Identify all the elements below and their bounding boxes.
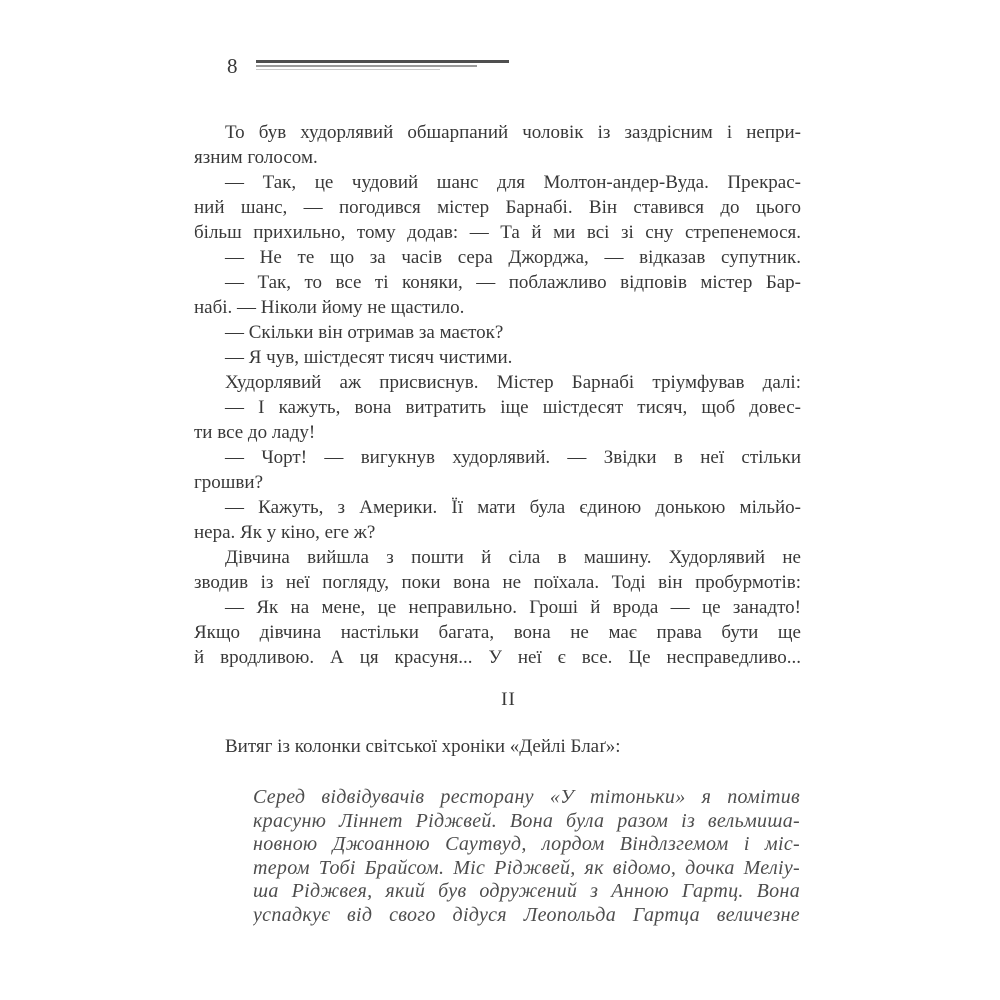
text-line: Якщо дівчина настільки багата, вона не має права бути ще <box>194 622 801 643</box>
text-line: — Так, то все ті коняки, — поблажливо відповів містер Бар- <box>225 272 801 293</box>
header-rule-ornament <box>256 60 516 74</box>
header-rule-line-dark <box>256 60 509 63</box>
text-line: То був худорлявий обшарпаний чоловік із заздрісним і непри- <box>225 122 801 143</box>
text-line: нера. Як у кіно, еге ж? <box>194 522 376 543</box>
text-line: грошви? <box>194 472 263 493</box>
text-line: — Чорт! — вигукнув худорлявий. — Звідки в неї стільки <box>225 447 801 468</box>
text-line: набі. — Ніколи йому не щастило. <box>194 297 465 318</box>
section-heading: II <box>501 689 516 710</box>
text-line: — Як на мене, це неправильно. Гроші й врода — це занадто! <box>225 597 801 618</box>
text-line: Дівчина вийшла з пошти й сіла в машину. Худорлявий не <box>225 547 801 568</box>
text-line: — Я чув, шістдесят тисяч чистими. <box>225 347 513 368</box>
excerpt-line: тером Тобі Брайсом. Міс Ріджвей, як відомо, дочка Меліу- <box>253 856 800 879</box>
excerpt-line: новною Джоанною Саутвуд, лордом Віндлзгемом і міс- <box>253 833 800 855</box>
text-line: — Не те що за часів сера Джорджа, — відказав супутник. <box>225 247 801 268</box>
page-number: 8 <box>227 54 238 78</box>
header-rule-line-mid <box>256 65 477 67</box>
text-line: — Кажуть, з Америки. Її мати була єдиною донькою мільйо- <box>225 497 801 518</box>
text-line: зводив із неї погляду, поки вона не поїхала. Тоді він пробурмотів: <box>194 572 801 593</box>
text-line: — Так, це чудовий шанс для Молтон-андер-Вуда. Прекрас- <box>225 172 801 193</box>
text-line: — І кажуть, вона витратить іще шістдесят тисяч, щоб довес- <box>225 397 801 418</box>
text-line: більш прихильно, тому додав: — Та й ми всі зі сну стрепенемося. <box>194 222 801 243</box>
text-line: й вродливою. А ця красуня... У неї є все. Це несправедливо... <box>194 647 801 668</box>
text-line: язним голосом. <box>194 147 318 168</box>
excerpt-line: ша Ріджвея, який був одружений з Анною Гартц. Вона <box>253 880 800 902</box>
chronicle-intro-line: Витяг із колонки світської хроніки «Дейлі Блаґ»: <box>225 736 621 757</box>
society-column-excerpt <box>253 786 800 927</box>
text-line: ти все до ладу! <box>194 422 316 443</box>
excerpt-line: успадкує від свого дідуся Леопольда Гартца величезне <box>253 903 800 926</box>
header-rule-line-light <box>256 69 440 71</box>
text-line: Худорлявий аж присвиснув. Містер Барнабі тріумфував далі: <box>225 372 801 393</box>
text-line: — Скільки він отримав за маєток? <box>225 322 504 343</box>
text-line: ний шанс, — погодився містер Барнабі. Він ставився до цього <box>194 197 801 218</box>
excerpt-line: Серед відвідувачів ресторану «У тітоньки» я помітив <box>253 786 800 808</box>
body-text <box>194 120 801 670</box>
excerpt-line: красуню Ліннет Ріджвей. Вона була разом із вельмиша- <box>253 809 800 832</box>
